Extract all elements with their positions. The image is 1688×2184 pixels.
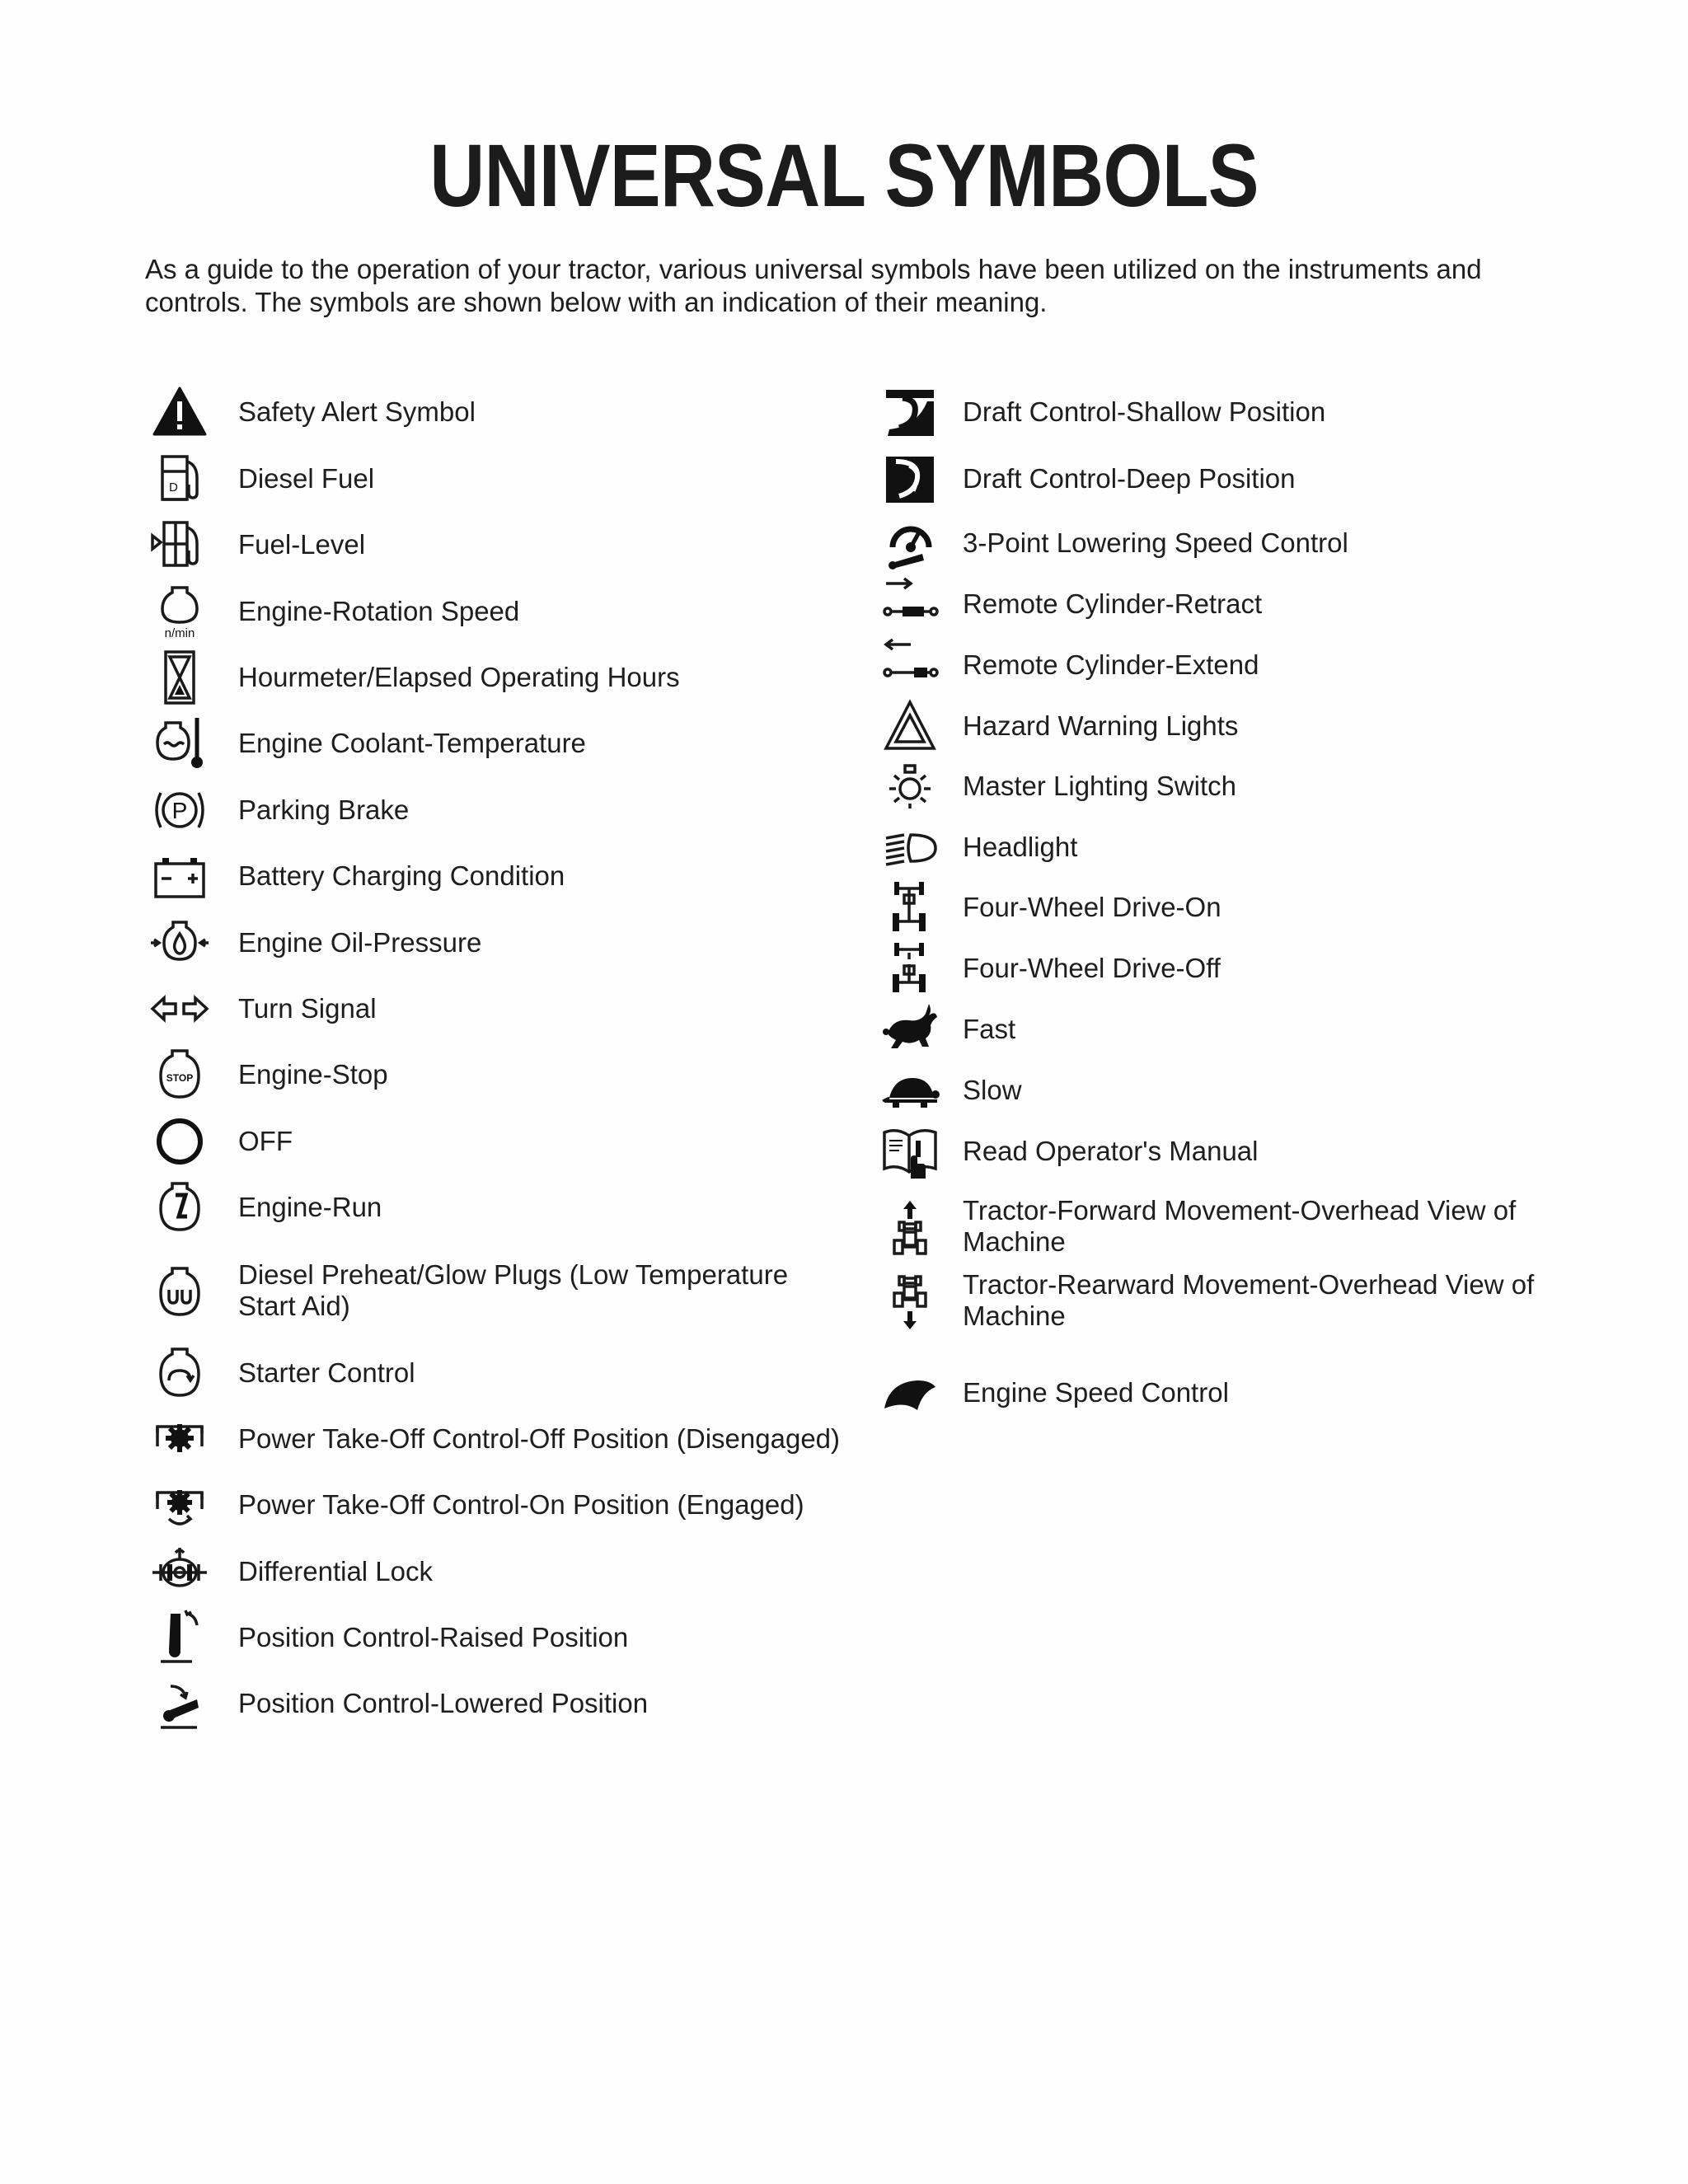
symbol-label: Fast	[963, 1014, 1016, 1044]
position-raised-icon	[147, 1609, 213, 1666]
pto-on-icon	[147, 1476, 213, 1534]
symbol-label: 3-Point Lowering Speed Control	[963, 527, 1348, 558]
symbol-label: Engine-Rotation Speed	[238, 596, 520, 626]
symbol-label: Position Control-Lowered Position	[238, 1688, 649, 1718]
symbol-label: Power Take-Off Control-On Position (Engaged)	[238, 1489, 804, 1520]
position-lowered-icon	[147, 1675, 213, 1732]
engine-stop-icon	[147, 1046, 213, 1104]
page-title: UNIVERSAL SYMBOLS	[429, 125, 1259, 225]
four-wheel-drive-on-icon	[877, 879, 943, 936]
svg-text:n/min: n/min	[164, 626, 195, 640]
symbol-label: Engine-Stop	[238, 1059, 388, 1090]
symbol-label: Turn Signal	[238, 993, 377, 1024]
safety-alert-icon	[147, 383, 213, 441]
starter-control-icon	[147, 1344, 213, 1402]
symbol-label: Tractor-Forward Movement-Overhead View of Machine	[963, 1195, 1517, 1257]
symbol-label: Hourmeter/Elapsed Operating Hours	[238, 662, 680, 692]
symbol-label: Read Operator's Manual	[963, 1136, 1259, 1166]
glow-plug-icon	[147, 1263, 213, 1321]
coolant-temperature-icon	[147, 715, 213, 772]
parking-brake-icon	[147, 781, 213, 839]
hourglass-icon	[147, 649, 213, 706]
symbol-label: Fuel-Level	[238, 529, 366, 560]
turtle-icon	[877, 1062, 943, 1119]
off-icon	[147, 1113, 213, 1170]
pto-off-icon	[147, 1410, 213, 1468]
symbol-label: Parking Brake	[238, 794, 410, 825]
hazard-warning-icon	[877, 697, 943, 755]
engine-run-icon	[147, 1179, 213, 1236]
engine-rotation-speed-icon	[147, 583, 213, 640]
symbol-label: Power Take-Off Control-Off Position (Disengaged)	[238, 1423, 841, 1454]
operators-manual-icon	[877, 1122, 943, 1180]
rabbit-icon	[877, 1001, 943, 1058]
symbol-label: Position Control-Raised Position	[238, 1622, 629, 1652]
tractor-rearward-icon	[877, 1273, 943, 1331]
symbol-label: Master Lighting Switch	[963, 771, 1236, 801]
tractor-forward-icon	[877, 1199, 943, 1257]
draft-shallow-icon	[877, 383, 943, 441]
cylinder-retract-icon	[877, 575, 943, 633]
symbol-label: Battery Charging Condition	[238, 860, 565, 891]
diesel-fuel-icon	[147, 450, 213, 508]
symbol-label: Tractor-Rearward Movement-Overhead View of Machine	[963, 1269, 1535, 1331]
turn-signal-icon	[147, 980, 213, 1038]
symbol-label: Engine Oil-Pressure	[238, 927, 482, 958]
differential-lock-icon	[147, 1543, 213, 1601]
symbol-label: Headlight	[963, 832, 1078, 862]
battery-icon	[147, 847, 213, 905]
symbol-label: Engine Coolant-Temperature	[238, 728, 586, 758]
symbol-label: Hazard Warning Lights	[963, 710, 1239, 741]
symbol-label: Slow	[963, 1075, 1022, 1105]
svg-text:P: P	[171, 798, 188, 823]
symbol-label: Remote Cylinder-Retract	[963, 588, 1263, 619]
symbol-label: Remote Cylinder-Extend	[963, 649, 1259, 680]
symbol-label: OFF	[238, 1126, 293, 1156]
intro-paragraph: As a guide to the operation of your tractor, various universal symbols have been utilized on the instruments and controls. The symbols are shown below with an indication of their meaning.	[145, 254, 1482, 317]
cylinder-extend-icon	[877, 636, 943, 694]
symbol-label: Diesel Fuel	[238, 463, 375, 494]
symbol-label: Draft Control-Shallow Position	[963, 396, 1326, 427]
symbol-label: Engine Speed Control	[963, 1377, 1229, 1408]
lowering-speed-icon	[877, 514, 943, 572]
headlight-icon	[877, 818, 943, 876]
svg-text:D: D	[169, 480, 178, 494]
master-lighting-icon	[877, 757, 943, 815]
symbol-label: Diesel Preheat/Glow Plugs (Low Temperature Start Aid)	[238, 1259, 789, 1321]
oil-pressure-icon	[147, 914, 213, 972]
fuel-level-icon	[147, 516, 213, 574]
symbol-label: Four-Wheel Drive-Off	[963, 953, 1221, 983]
symbol-label: Four-Wheel Drive-On	[963, 892, 1221, 922]
symbol-label: Starter Control	[238, 1357, 415, 1388]
symbol-label: Draft Control-Deep Position	[963, 463, 1296, 494]
four-wheel-drive-off-icon	[877, 940, 943, 997]
engine-speed-control-icon	[877, 1364, 943, 1422]
symbol-label: Safety Alert Symbol	[238, 396, 476, 427]
draft-deep-icon	[877, 450, 943, 508]
symbol-label: Differential Lock	[238, 1556, 434, 1586]
svg-text:STOP: STOP	[166, 1072, 194, 1084]
symbol-label: Engine-Run	[238, 1192, 382, 1222]
